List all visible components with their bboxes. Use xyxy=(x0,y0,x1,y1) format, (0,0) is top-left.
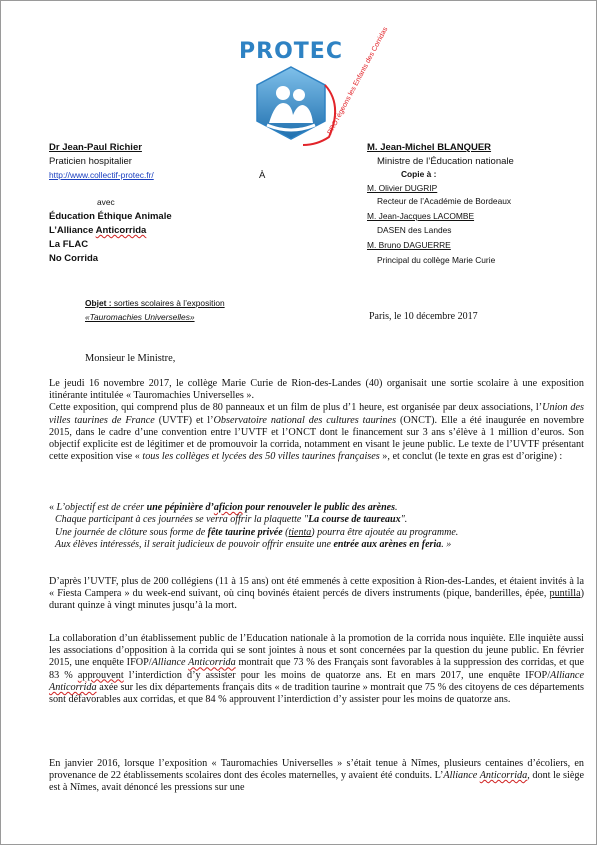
to-symbol: À xyxy=(259,170,266,181)
copy-3-name: M. Bruno DAGUERRE xyxy=(367,240,451,250)
sender-org-1: Éducation Éthique Animale xyxy=(49,211,172,222)
letter-date: Paris, le 10 décembre 2017 xyxy=(369,311,478,322)
sender-with: avec xyxy=(97,197,115,207)
sender-name: Dr Jean-Paul Richier xyxy=(49,142,142,153)
paragraph-3: La collaboration d’un établissement public de l’Education nationale à la promotion de la corrida nous inquiète. Elle inquiète aussi les associations d’opposition à la corrida qui se sont jointes à nous et sont concernées par la question du jeune public. En février 2015, une enquête IFOP/Alliance Anticorrida montrait que 73 % des Français sont favorables à la suppression des corridas, et que 83 % approuvent l’interdiction d’y assister pour les moins de quatorze ans. Et en mars 2017, une enquête IFOP/Alliance Anticorrida axée sur les dix départements français dits « de tradition taurine » montrait que 75 % des citoyens de ces départements sont défavorables aux corridas, et que 84 % approuvent l’interdiction d’y assister pour les moins de quatorze ans. xyxy=(49,633,584,706)
sender-website-link[interactable]: http://www.collectif-protec.fr/ xyxy=(49,170,154,180)
paragraph-1 xyxy=(49,378,584,463)
sender-org-3: La FLAC xyxy=(49,239,89,250)
paragraph-4: En janvier 2016, lorsque l’exposition « Tauromachies Universelles » s’était tenue à Nîmes, plusieurs centaines d’écoliers, en provenance de 22 établissements scolaires dont des écoles maternelles, y avaient été conduits. L’Alliance Anticorrida, dont le siège est à Nîmes, avait dénoncé les pressions sur une xyxy=(49,758,584,794)
sender-org-2: L’Alliance Anticorrida xyxy=(49,225,147,236)
logo-title: PROTEC xyxy=(239,39,343,64)
salutation: Monsieur le Ministre, xyxy=(85,353,176,364)
object-line xyxy=(85,298,225,308)
recipient-role: Ministre de l’Éducation nationale xyxy=(377,156,514,167)
recipient-name: M. Jean-Michel BLANQUER xyxy=(367,142,492,153)
paragraph-1b: Cette exposition, qui comprend plus de 80 panneaux et un film de plus d’1 heure, est organisée par deux associations, l’Union des villes taurines de France (UVTF) et l’Observatoire national des cultures taurines (ONCT). Elle a été inaugurée en novembre 2015, dans le cadre d’une convention entre l’UVTF et l’ONCT dont le financement sur 3 ans s’élève à 1 million d’euros. Son objectif explicite est de légitimer et de promouvoir la corrida, notamment en visant le jeune public. Le texte de l’UVTF présentant cette exposition vise « tous les collèges et lycées des 50 villes taurines françaises », et conclut (le texte en gras est d’origine) : xyxy=(49,402,584,463)
copy-3-role: Principal du collège Marie Curie xyxy=(377,255,496,265)
uvtf-quote xyxy=(49,502,589,552)
protec-logo xyxy=(223,26,390,149)
copy-1-name: M. Olivier DUGRIP xyxy=(367,183,438,193)
quote-line-3: Une journée de clôture sous forme de fête taurine privée (tienta) pourra être ajoutée au programme. xyxy=(55,526,459,538)
sender-role: Praticien hospitalier xyxy=(49,156,132,167)
quote-line-4: Aux élèves intéressés, il serait judicieux de pouvoir offrir ensuite une entrée aux arènes en feria. » xyxy=(55,539,452,551)
copy-1-role: Recteur de l’Académie de Bordeaux xyxy=(377,196,512,206)
copy-2-role: DASEN des Landes xyxy=(377,225,452,235)
object-title: «Tauromachies Universelles» xyxy=(85,312,195,322)
logo-slogan: PROTégeons les Enfants des Corridas xyxy=(326,26,390,136)
paragraph-1a: Le jeudi 16 novembre 2017, le collège Marie Curie de Rion-des-Landes (40) organisait une sortie scolaire à une exposition itinérante intitulée « Tauromachies Universelles ». xyxy=(49,378,584,402)
copy-2-name: M. Jean-Jacques LACOMBE xyxy=(367,211,475,221)
quote-line-2: Chaque participant à ces journées se verra offrir la plaquette "La course de taureaux". xyxy=(55,514,408,526)
paragraph-2: D’après l’UVTF, plus de 200 collégiens (11 à 15 ans) ont été emmenés à cette exposition à Rion-des-Landes, et étaient invités à la « Fiesta Campera » du week-end suivant, où cinq bovinés étaient percés de divers instruments (pique, banderilles, épée, puntilla) durant quinze à vingt minutes jusqu’à la mort. xyxy=(49,576,584,612)
sender-org-4: No Corrida xyxy=(49,253,99,264)
quote-line-1: « L’objectif est de créer une pépinière d’aficion pour renouveler le public des arènes. xyxy=(49,502,398,513)
object-label: Objet : xyxy=(85,298,112,308)
object-text: sorties scolaires à l’exposition xyxy=(111,298,225,308)
copies-label: Copie à : xyxy=(401,169,437,179)
